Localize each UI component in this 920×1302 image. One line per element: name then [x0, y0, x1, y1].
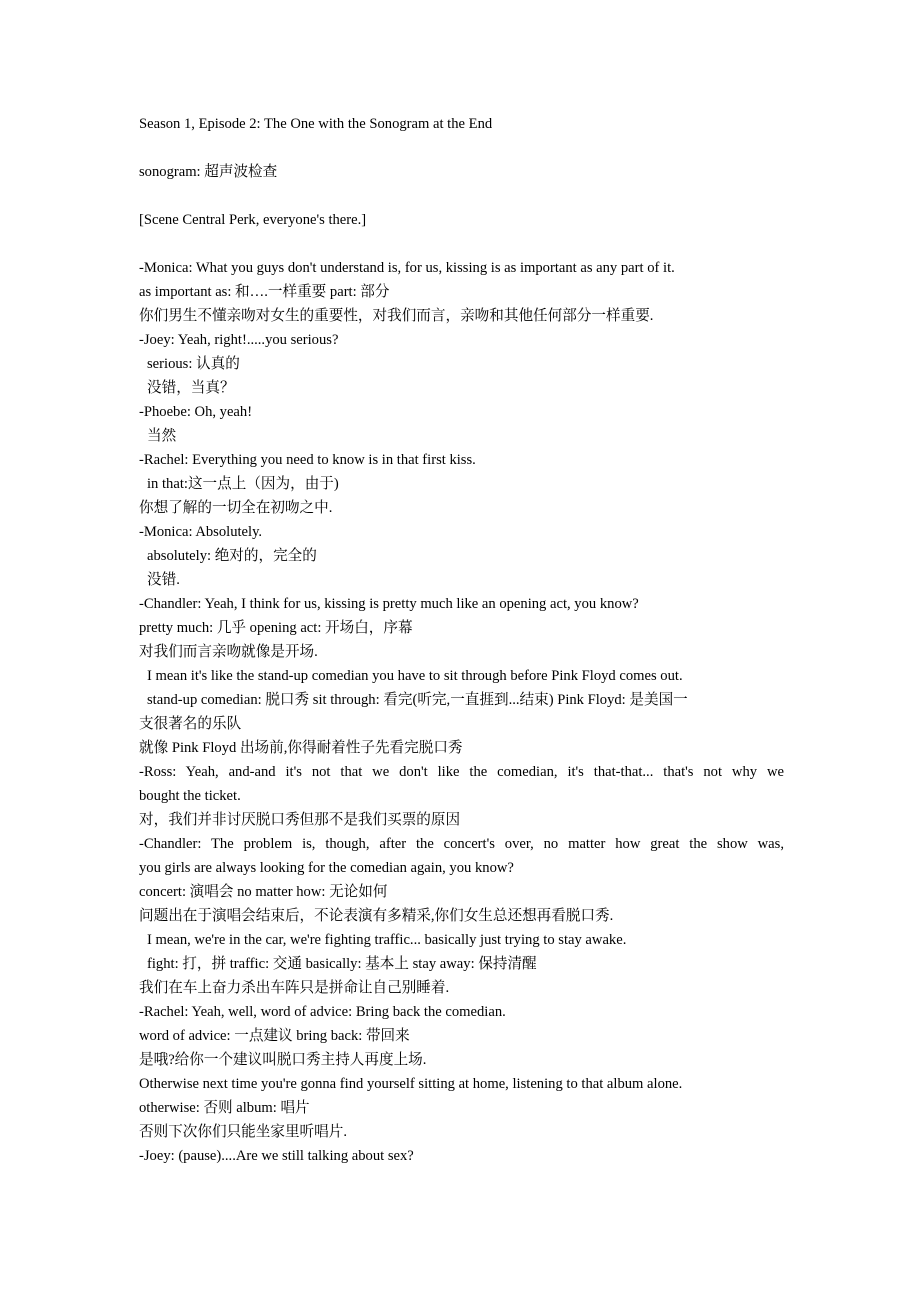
translation-line: 问题出在于演唱会结束后，不论表演有多精采,你们女生总还想再看脱口秀. — [139, 908, 614, 924]
episode-title: Season 1, Episode 2: The One with the Sonogram at the End — [139, 116, 493, 132]
vocab-line: as important as: 和….一样重要 part: 部分 — [139, 284, 390, 300]
translation-line: 否则下次你们只能坐家里听唱片. — [139, 1124, 347, 1140]
dialogue-line: -Rachel: Yeah, well, word of advice: Bring back the comedian. — [139, 1004, 506, 1020]
translation-line: 是哦?给你一个建议叫脱口秀主持人再度上场. — [139, 1052, 427, 1068]
dialogue-line: -Ross: Yeah, and-and it's not that we don't like the comedian, it's that-that... that's not why we — [139, 764, 784, 780]
dialogue-line: -Chandler: The problem is, though, after the concert's over, no matter how great the show was, — [139, 836, 784, 852]
vocab-line: sonogram: 超声波检查 — [139, 164, 278, 180]
scene-description: [Scene Central Perk, everyone's there.] — [139, 212, 367, 228]
dialogue-line: you girls are always looking for the comedian again, you know? — [139, 860, 514, 876]
dialogue-line: -Monica: Absolutely. — [139, 524, 263, 540]
translation-line: 你想了解的一切全在初吻之中. — [139, 500, 333, 516]
vocab-line: concert: 演唱会 no matter how: 无论如何 — [139, 884, 388, 900]
dialogue-line: Otherwise next time you're gonna find yourself sitting at home, listening to that album alone. — [139, 1076, 683, 1092]
dialogue-line: bought the ticket. — [139, 788, 241, 804]
translation-line: 当然 — [147, 428, 177, 444]
vocab-line: serious: 认真的 — [147, 356, 240, 372]
dialogue-line: -Rachel: Everything you need to know is in that first kiss. — [139, 452, 476, 468]
dialogue-line: -Chandler: Yeah, I think for us, kissing is pretty much like an opening act, you know? — [139, 596, 639, 612]
dialogue-line: I mean, we're in the car, we're fighting traffic... basically just trying to stay awake. — [147, 932, 627, 948]
translation-line: 没错. — [147, 572, 180, 588]
dialogue-line: I mean it's like the stand-up comedian you have to sit through before Pink Floyd comes out. — [147, 668, 683, 684]
dialogue-line: -Phoebe: Oh, yeah! — [139, 404, 253, 420]
vocab-line: 支很著名的乐队 — [139, 716, 242, 732]
vocab-line: fight: 打，拼 traffic: 交通 basically: 基本上 stay away: 保持清醒 — [147, 956, 537, 972]
dialogue-line: -Joey: (pause)....Are we still talking about sex? — [139, 1148, 414, 1164]
translation-line: 我们在车上奋力杀出车阵只是拼命让自己别睡着. — [139, 980, 450, 996]
translation-line: 你们男生不懂亲吻对女生的重要性，对我们而言，亲吻和其他任何部分一样重要. — [139, 308, 654, 324]
vocab-line: word of advice: 一点建议 bring back: 带回来 — [139, 1028, 410, 1044]
vocab-line: absolutely: 绝对的，完全的 — [147, 548, 317, 564]
vocab-line: in that:这一点上（因为，由于) — [147, 476, 339, 492]
dialogue-line: -Joey: Yeah, right!.....you serious? — [139, 332, 339, 348]
vocab-line: stand-up comedian: 脱口秀 sit through: 看完(听完,一直捱到...结束) Pink Floyd: 是美国一 — [147, 692, 688, 708]
translation-line: 对我们而言亲吻就像是开场. — [139, 644, 318, 660]
translation-line: 就像 Pink Floyd 出场前,你得耐着性子先看完脱口秀 — [139, 740, 463, 756]
dialogue-line: -Monica: What you guys don't understand is, for us, kissing is as important as any part of it. — [139, 260, 675, 276]
vocab-line: otherwise: 否则 album: 唱片 — [139, 1100, 310, 1116]
translation-line: 没错，当真？ — [147, 380, 235, 396]
vocab-line: pretty much: 几乎 opening act: 开场白，序幕 — [139, 620, 413, 636]
translation-line: 对，我们并非讨厌脱口秀但那不是我们买票的原因 — [139, 812, 461, 828]
